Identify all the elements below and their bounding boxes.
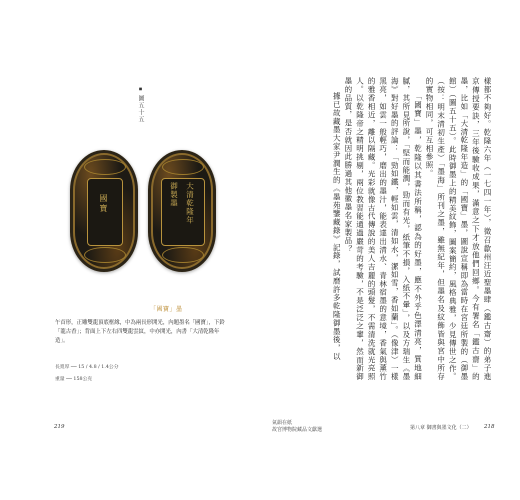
running-title-line-1: 氣韻在紙 — [272, 420, 293, 426]
running-title-line-2: 故宮博物院藏品文獻選 — [272, 427, 323, 433]
running-title — [272, 420, 322, 434]
dragon-motif-icon — [162, 247, 204, 263]
diamond-icon: ◆ — [135, 84, 145, 95]
figure-number-text: 圖五十五 — [137, 95, 144, 123]
ink-cake-back-inscription-1: 大清乾隆年 — [185, 182, 195, 225]
right-page — [260, 0, 520, 500]
dragon-motif-icon — [84, 159, 126, 175]
body-paragraph: 「國寶」墨，乾隆以其書法所稱，認為的好墨，應不外乎色澤清亮，質地細膩，其所見所說，「堅而能潤，勁而有光，紙筆不損，入紙不暈」，以及方瑞生《墨海》對好墨的評論：「勁如鐵，輕如雲，清如水，潔如雪，香如蘭」。（像津）一樣黑亮，如雲一般輕巧，磨出的墨汁，能表達出清水、青林宿墨的意境，香氣與薰竹的雅香相近，離以隔藏。光彩就像古代傳說的美人吉麗的頭髮，不需清洗就光亮照人。以乾隆帝之精明挑剔，兩位教習能通過嚴苛的考驗，不是泛泛之輩，然而新御墨的品質，是否就因此勝過其他徽墨名家製品？ — [343, 77, 423, 381]
figure-description: 午首形，正雕雙龍頂底框緣，中為兩長形開光，內題墨名「國寶」，下鈴「龍古香」；背面上下左右四雙龍雲紋，中亦開光，內書「大清乾隆年造」。 — [55, 320, 225, 345]
page-number-left: 219 — [54, 424, 65, 430]
figure-weight: 重量 ── 158公克 — [55, 377, 93, 382]
ink-cake-front-inscription: 國寶 — [99, 194, 108, 214]
ink-cake-back — [148, 150, 216, 272]
ink-cake-panel — [161, 178, 205, 246]
chapter-label: 第八章 御書與墨文化（二） — [410, 425, 472, 431]
body-paragraph: 據已故藏墨大家尹潤生的《墨苑鑒藏錄》記錄，試磨許多乾隆御墨後，以 — [332, 92, 342, 361]
figure-title: 「國寶」墨 — [150, 306, 183, 313]
dragon-motif-icon — [84, 247, 126, 263]
body-paragraph: 樣都不夠好。乾隆六年（一七四一年），徵召歙州汪近聖墨肆（鑑古齋）的弟子進京傳授要訣，三年後驗收成果，滿意之下才放他們回鄉。今有署名「鑑古齋」的墨，比如「大清乾隆年造」的「國寶」墨，圖說宣稱即為當時在宮廷所製的（御墨館）（圖五十五）。此時御墨上的精美紋飾，圖案簡約，風格典雅，少見傳世之作。（按：明末清初生產）「墨海」所刊之墨，雖無紀年，但墨名及紋飾皆與宮中所存的實物相同，可互相參照。 — [425, 77, 492, 381]
dragon-motif-icon — [162, 159, 204, 175]
ink-cake-front — [70, 150, 138, 272]
figure-dimensions: 長寬厚 ── 15 / 4.8 / 1.4公分 — [55, 365, 119, 370]
body-text — [293, 77, 493, 381]
ink-cake-figure — [62, 148, 222, 276]
page-number-right: 218 — [484, 424, 495, 430]
figure-number — [136, 86, 145, 123]
ink-cake-back-inscription-2: 御製墨 — [169, 182, 179, 208]
